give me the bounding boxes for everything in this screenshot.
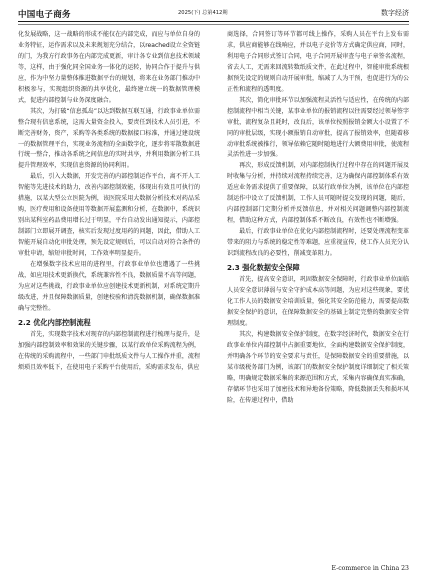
paragraph: 商选择，合同签订等环节都可线上操作，采购人员在平台上发布需求，供应商能够在线响应，并以电子竞价等方式确定供应商，同时，利用电子合同形式签订合同，电子合同开展审查与电子章签名流程，省去人工，无需来回流转数纸质文件，在此过程中，智能审批系统根据预先设定的规则自动开展审批，缩减了人为干预，也促进行为的公正性和流程的透明度。 [227,31,409,93]
right-column [227,30,409,406]
paragraph: 最后，行政事业单位在优化内部控制流程时，还要处理流程变革带来的阻力与系统的稳定性等难题，应重视宣传，使工作人员充分认识到流程改良的必要性，削减变革阻力。 [227,228,409,258]
section-heading: 2.2 优化内部控制流程 [18,317,91,327]
header-bar [18,8,409,22]
section-name: 数字经济 [381,9,409,17]
paragraph: 首先，实现数字技术对现存的内部控制流程进行梳理与提升，是加强内部控制效率和效果的关键步骤，以某行政单位采购流程为例，在传统的采购流程中，一些部门申批纸质文件与人工操作并重，流程烦琐且效率低下，在使用电子采购平台使用后，采购需求发布，供应 [18,330,200,371]
left-column [18,30,200,374]
paragraph: 其次，简化审批环节以加强流程灵活性与适应性，在传统的内部控制流程中相当关键，某事业单位的报销流程以往需要经过领导签字审批，流程复杂且耗时，改良后，该单位按照报销金额大小设置了不同的审批层级，实现小额报销自动审批，提高了报销效率，但随着移动审批系统被推行，领导依赖它随时随地进行大额费用审批，使流程灵活性进一步加强。 [227,96,409,159]
issue-info: 2025(下) 总第412期 [178,10,228,16]
header-rule-thick [18,21,409,22]
paragraph: 在增强数字技术应用的进程里，行政事业单位也遭遇了一些挑战，如应用技术更新换代，系统兼容性不良，数据质量不高等问题，为应对这些挑战，行政事业单位应创建技术更新机制，对系统定期升级改进，并且保障数据质量，创建校验和清洗数据机制，确保数据准确与完整性。 [18,261,200,312]
paragraph: 再次，形成反馈机制，对内部控制执行过程中存在的问题开展及时收集与分析，并持续对流程持续完善，这为确保内部控制体系有效适应业务需求提供了重要保障，以某行政单位为例，该单位在内部控制运作中设立了反馈机制，工作人员可随时提交发现的问题，随后，内部控制部门定期分析并反馈信息，并对相关问题调整内部控制流程，借助这种方式，内部控制体系不断改良，有效性也不断增强。 [227,162,409,225]
paragraph: 其次，构建数据安全保护制度，在数字经济时代，数据安全在行政事业单位内部控制中占据重要地位，全面构建数据安全保护制度，并明确各个环节的安全要求与责任，是保障数据安全的重要措施，以某市级税务部门为例，该部门的数据安全保护制度详细制定了相关策略，明确规定数据采集的来源范围和方式，采集内容确保真实准确，存储环节也采用了加密技术和异地备份策略，降低数据丢失和损坏风险，在传递过程中，借助 [227,330,409,404]
paragraph: 最后，引入大数据，开发完善的内部控制运作平台，离不开人工智能等先进技术的助力，改善内部控制效能，体现出有效且可执行的措施，以某大型公立医院为例，该医院采用大数据分析技术对药品采购，医疗费用和设备使用等数据开展监测和分析，在数据中，系统识别出某科室药品费用增长过于明显，平台自动发出通知提示，内部控制部门立即展开调查，核实后发现过度用药的问题，因此，借助人工智能开展自动化审批处理，预先设定规则后，可以自动对符合条件的审批申请，缩短审批时间，工作效率明显提升。 [18,173,200,258]
paragraph: 首先，提高安全意识，巩固数据安全保障时，行政事业单位面临人员安全意识薄弱与安全守护成本高等问题，为应对这些现象，要优化工作人员的数据安全培训质量，强化其安全防范能力，需要提高数据安全保护的意识，在保障数据安全的基础上制定完整的数据安全管理制度。 [227,276,409,327]
magazine-logo: 中国电子商务 [18,10,71,20]
paragraph: 其次，为打破“信息孤岛”以达到数据互联互通，行政事业单位需整合现有信息系统，这需大量资金投入，要责任到技术人员引进，不断完善财务，资产，采购等各类系统的数据接口标准，并通过建设统一的数据管理平台，实现业务流程的全面数字化，逐步将零散数据进行统一整合，推动各系统之间信息的实时共享，并利用数据分析工具提升管理效率，实现信息资源的协同利用。 [18,107,200,170]
paragraph: 化发展战略，这一战略的形成不能仅在内部完成，而应与单位自身的业务特征，运作需求以及未来规划充分结合，以reached设立全资链的门，为我方行政事务在内部完成更新，审计各专业到信息技术领域等，这样，由于强化同全国业务一体化的运转，协同合作于提升与供应，作为中坚力量整体推进数据平台的规划，将来在业务部门推动中积极参与，实现组织资源的共享优化，最终建立统一的数据管理模式，促进内部控制与业务深度融合。 [18,31,200,104]
page-footer: E-commerce in China 23 [331,565,409,572]
section-heading: 2.3 强化数据安全保障 [227,263,300,273]
